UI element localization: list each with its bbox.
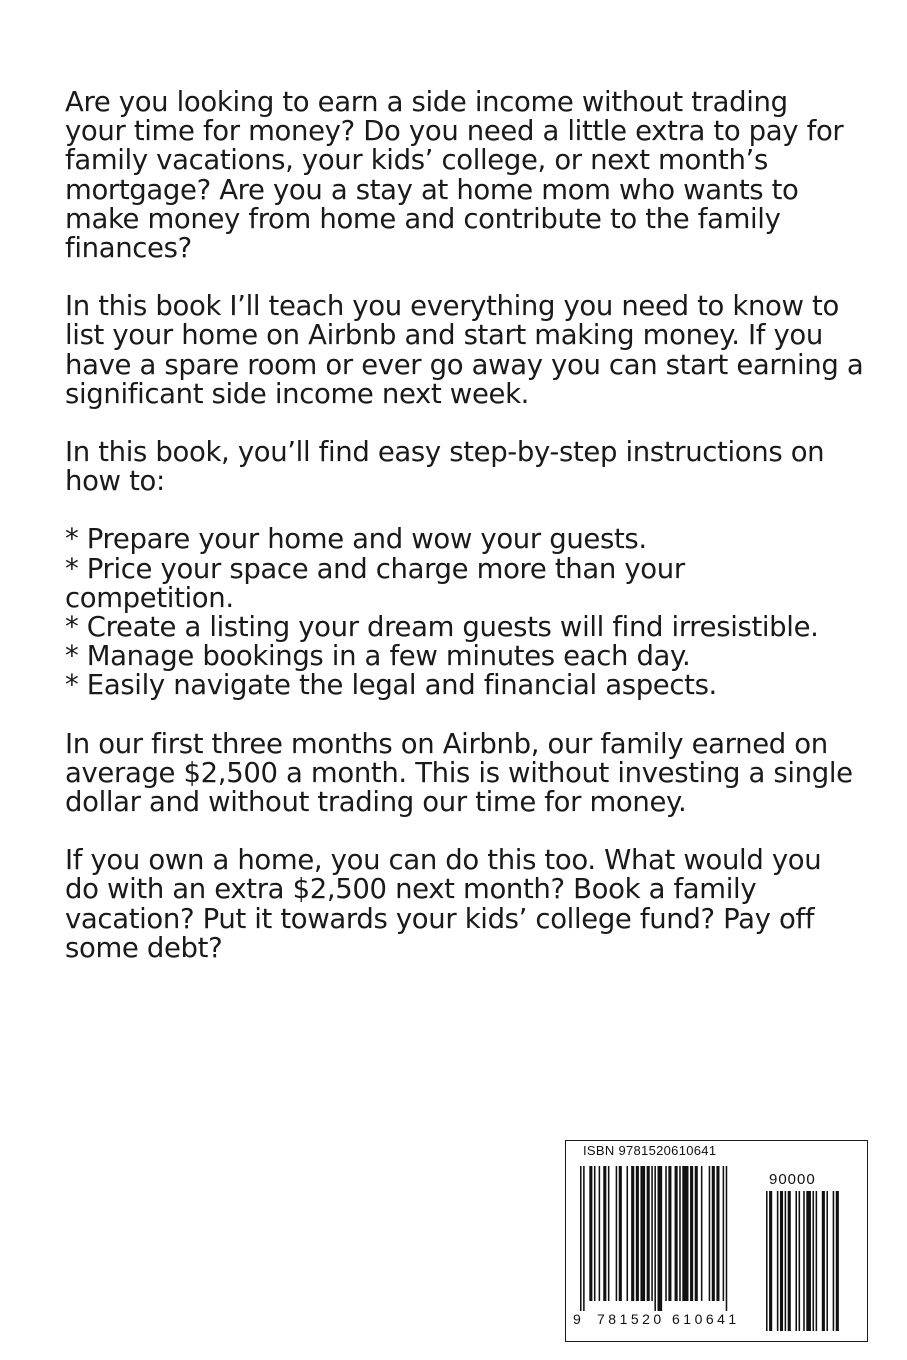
isbn-label: ISBN 9781520610641 bbox=[583, 1143, 717, 1158]
barcode-bar bbox=[795, 1191, 797, 1331]
barcode-bar bbox=[799, 1191, 801, 1331]
barcode-bar bbox=[766, 1191, 768, 1331]
barcode-bar bbox=[665, 1166, 667, 1301]
list-item: * Easily navigate the legal and financial aspects. bbox=[65, 669, 717, 702]
barcode-guard-bar bbox=[583, 1166, 585, 1311]
barcode-guard-bar bbox=[726, 1166, 728, 1311]
barcode-bar bbox=[679, 1166, 681, 1301]
barcode-bar bbox=[723, 1166, 725, 1301]
barcode-bar bbox=[769, 1191, 772, 1331]
barcode-bar bbox=[640, 1166, 645, 1301]
barcode-bar bbox=[599, 1166, 601, 1301]
barcode-bar bbox=[785, 1191, 787, 1331]
barcode-bar bbox=[813, 1191, 815, 1331]
paragraph-closing: If you own a home, you can do this too. What would you do with an extra $2,500 next month? Book a family vacation? Put it towards your kids’ college fund? Pay off some debt? bbox=[65, 844, 822, 964]
barcode-bar bbox=[651, 1166, 653, 1301]
list-item: * Price your space and charge more than your competition. bbox=[65, 552, 685, 614]
barcode-bar bbox=[616, 1166, 618, 1301]
paragraph-teach: In this book I’ll teach you everything you need to know to list your home on Airbnb and start making money. If you have a spare room or ever go away you can start earning a significant side income next week. bbox=[65, 290, 864, 410]
addon-code: 90000 bbox=[769, 1171, 816, 1188]
barcode-bar bbox=[816, 1191, 818, 1331]
barcode-bar bbox=[709, 1166, 711, 1301]
barcode-bar bbox=[822, 1191, 825, 1331]
paragraph-earnings: In our first three months on Airbnb, our family earned on average $2,500 a month. This is without investing a single dollar and without trading our time for money. bbox=[65, 727, 853, 819]
barcode-bar bbox=[619, 1166, 622, 1301]
barcode-bar bbox=[806, 1191, 811, 1331]
barcode-bar bbox=[712, 1166, 715, 1301]
barcode-bar bbox=[777, 1191, 779, 1331]
list-item: * Prepare your home and wow your guests. bbox=[65, 523, 647, 556]
barcode-bar bbox=[780, 1191, 783, 1331]
barcode-left-digits: 781520 bbox=[597, 1311, 665, 1327]
barcode-bar bbox=[608, 1166, 610, 1301]
list-item: * Create a listing your dream guests will find irresistible. bbox=[65, 611, 819, 644]
isbn-barcode bbox=[565, 1140, 868, 1342]
barcode-bar bbox=[833, 1191, 835, 1331]
barcode-bar bbox=[589, 1166, 592, 1301]
barcode-bar bbox=[603, 1166, 606, 1301]
barcode-bar bbox=[668, 1166, 671, 1301]
barcode-guard-bar bbox=[654, 1166, 656, 1311]
back-cover-text bbox=[65, 88, 865, 963]
barcode-bar bbox=[690, 1166, 693, 1301]
barcode-bar bbox=[682, 1166, 688, 1301]
paragraph-instructions: In this book, you’ll find easy step-by-step instructions on how to: bbox=[65, 436, 825, 498]
barcode-bar bbox=[716, 1166, 719, 1301]
barcode-bar bbox=[701, 1166, 703, 1301]
barcode-bar bbox=[647, 1166, 650, 1301]
barcode-bar bbox=[627, 1166, 629, 1301]
barcode-bar bbox=[636, 1166, 639, 1301]
barcode-bar bbox=[594, 1166, 596, 1301]
paragraph-intro: Are you looking to earn a side income without trading your time for money? Do you need a little extra to pay for family vacations, your kids’ college, or next month’s mortgage? Are you a stay at home mom who wants to make money from home and contribute to the family finances? bbox=[65, 86, 844, 265]
barcode-bar bbox=[836, 1191, 839, 1331]
barcode-first-digit: 9 bbox=[573, 1311, 581, 1327]
barcode-guard-bar bbox=[580, 1166, 582, 1311]
barcode-bar bbox=[675, 1166, 678, 1301]
barcode-guard-bar bbox=[658, 1166, 663, 1311]
barcode-bar bbox=[826, 1191, 828, 1331]
barcode-bar bbox=[788, 1191, 791, 1331]
barcode-bars-icon bbox=[580, 1166, 760, 1316]
barcode-bar bbox=[695, 1166, 698, 1301]
list-item: * Manage bookings in a few minutes each day. bbox=[65, 640, 691, 673]
addon-barcode-bars-icon bbox=[766, 1191, 856, 1336]
barcode-right-digits: 610641 bbox=[672, 1311, 740, 1327]
feature-list bbox=[65, 525, 865, 700]
barcode-bar bbox=[631, 1166, 634, 1301]
barcode-bar bbox=[803, 1191, 805, 1331]
